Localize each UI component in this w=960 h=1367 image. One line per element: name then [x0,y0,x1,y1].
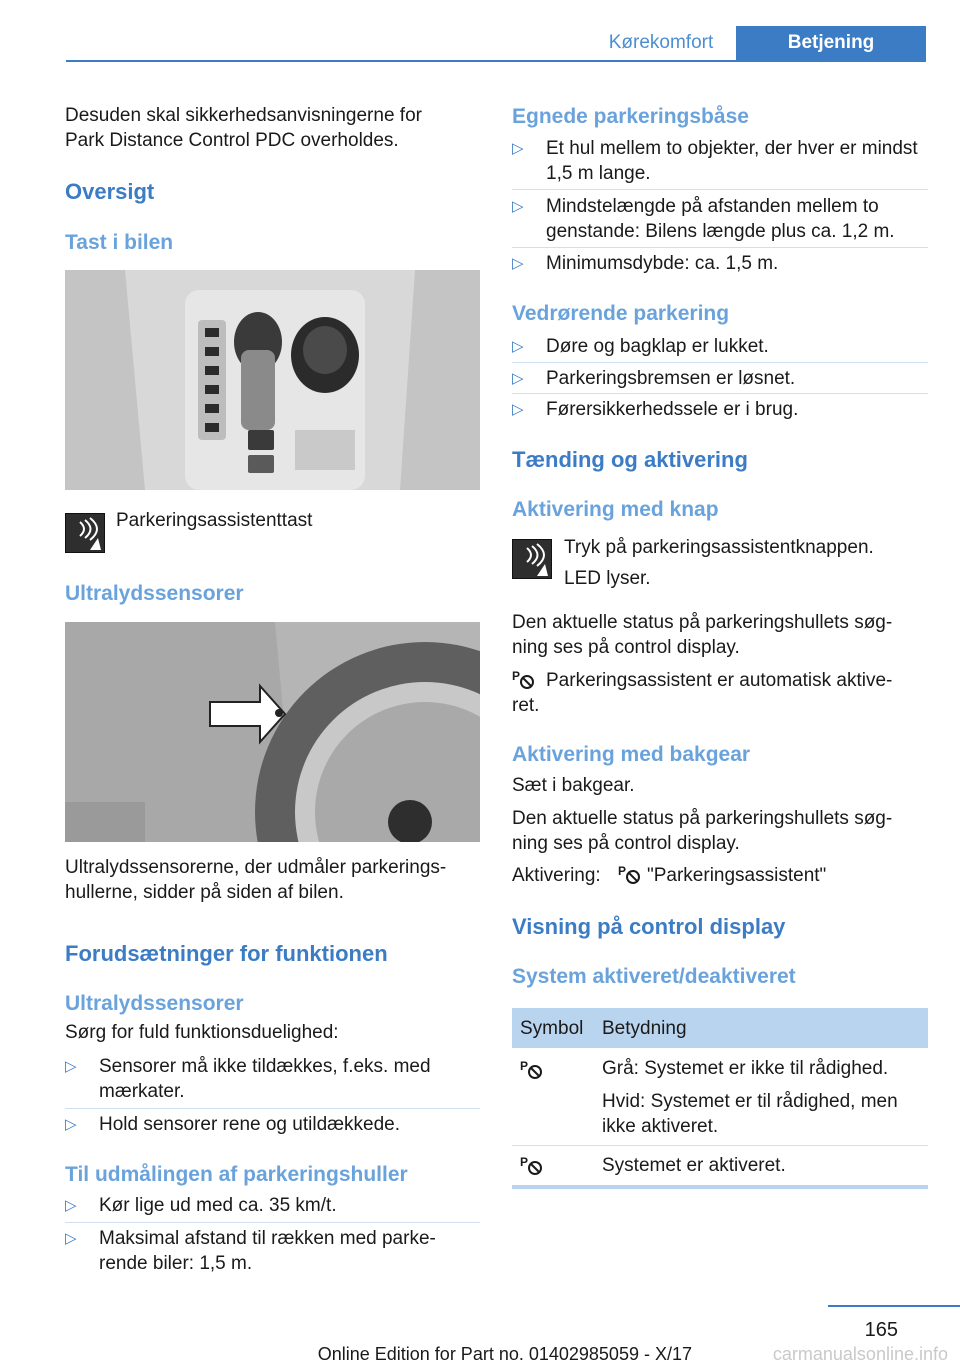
intro-text: Desuden skal sikkerhedsanvisningerne for Park Distance Control PDC overholdes. [65,105,422,151]
list-divider [512,393,928,394]
svg-text:P: P [520,1155,529,1169]
bullet-triangle-icon: ▷ [65,1197,77,1214]
list-item [512,136,926,186]
list-divider [65,1108,480,1109]
ultra-caption: Ultralydssensorerne, der udmåler parkerings-hullerne, sidder på siden af bilen. [65,857,447,903]
aktivering-value: "Parkeringsassistent" [647,865,827,886]
list-item-text: Maksimal afstand til rækken med parke-rende biler: 1,5 m. [99,1228,436,1274]
sensor-photo [65,622,480,842]
bullet-triangle-icon: ▷ [512,370,524,387]
list-item-text: Mindstelængde på afstanden mellem to genstande: Bilens længde plus ca. 1,2 m. [546,196,895,242]
bullet-triangle-icon: ▷ [65,1230,77,1247]
led-text: LED lyser. [564,568,651,589]
auto-text: Parkeringsassistent er automatisk aktive-ret. [512,670,893,716]
parking-assistant-icon [65,513,105,553]
heading-taending: Tænding og aktivering [512,447,748,472]
chapter-tab[interactable]: Betjening [736,26,926,60]
list-item-text: Minimumsdybde: ca. 1,5 m. [546,253,779,274]
svg-text:P: P [618,864,627,878]
heading-visning: Visning på control display [512,914,786,939]
list-item [512,334,926,359]
bullet-triangle-icon: ▷ [512,198,524,215]
bullet-triangle-icon: ▷ [65,1058,77,1075]
heading-ultralydssensorer: Ultralydssensorer [65,582,244,605]
status-text-2: Den aktuelle status på parkeringshullets søg-ning ses på control display. [512,808,893,854]
icon-caption: Parkeringsassistenttast [116,510,313,531]
list-item [65,1054,479,1104]
sorg-text: Sørg for fuld funktionsduelighed: [65,1022,339,1043]
heading-egnede: Egnede parkeringsbåse [512,105,749,128]
svg-text:P: P [512,669,521,683]
heading-oversigt: Oversigt [65,179,155,204]
heading-system: System aktiveret/deaktiveret [512,965,796,988]
heading-ultralydssensorer-2: Ultralydssensorer [65,992,244,1015]
table-header [512,1008,928,1048]
heading-aktivering-bakgear: Aktivering med bakgear [512,743,751,766]
tryk-text: Tryk på parkeringsassistentknappen. [564,537,874,558]
list-item [512,397,926,422]
svg-text:P: P [520,1059,529,1073]
section-tab[interactable]: Kørekomfort [608,32,714,53]
console-photo [65,270,480,490]
col-betydning: Betydning [602,1018,687,1039]
parking-symbol-grey-icon [520,1058,544,1089]
bullet-triangle-icon: ▷ [512,401,524,418]
table-bottom-rule [512,1185,928,1189]
list-item [65,1193,479,1218]
list-item-text: Parkeringsbremsen er løsnet. [546,368,796,389]
bullet-triangle-icon: ▷ [512,255,524,272]
row1-text-a: Grå: Systemet er ikke til rådighed. [602,1058,889,1079]
list-divider [512,362,928,363]
list-item-text: Hold sensorer rene og utildækkede. [99,1114,401,1135]
list-item [512,366,926,391]
saet-text: Sæt i bakgear. [512,775,635,796]
list-divider [512,247,928,248]
list-item-text: Sensorer må ikke tildækkes, f.eks. med mærkater. [99,1056,431,1102]
parking-symbol-icon [618,863,642,894]
list-item [512,251,926,276]
symbol-table [512,1008,928,1193]
row1-text-b: Hvid: Systemet er til rådighed, men ikke aktiveret. [602,1091,898,1137]
list-item [65,1226,479,1276]
list-item-text: Døre og bagklap er lukket. [546,336,769,357]
edition-text: Online Edition for Part no. 01402985059 - X/17 [317,1344,692,1364]
page-footer [0,1300,960,1362]
list-item-text: Førersikkerhedssele er i brug. [546,399,799,420]
list-divider [512,189,928,190]
row2-text: Systemet er aktiveret. [602,1155,786,1176]
header-rule [66,60,926,62]
heading-vedroerende: Vedrørende parkering [512,302,730,325]
status-text-1: Den aktuelle status på parkeringshullets søg-ning ses på control display. [512,612,893,658]
footer-rule [828,1305,960,1307]
list-item [65,1112,479,1137]
bullet-triangle-icon: ▷ [512,140,524,157]
list-item-text: Et hul mellem to objekter, der hver er mindst 1,5 m lange. [546,138,918,184]
parking-symbol-active-icon [520,1154,544,1185]
col-symbol: Symbol [520,1018,584,1039]
table-row-divider [512,1145,928,1146]
parking-assistant-icon [512,539,552,579]
heading-tast-i-bilen: Tast i bilen [65,231,174,254]
aktivering-label: Aktivering: [512,865,601,886]
page-header [0,0,960,62]
list-divider [65,1222,480,1223]
list-item-text: Kør lige ud med ca. 35 km/t. [99,1195,337,1216]
bullet-triangle-icon: ▷ [512,338,524,355]
list-item [512,194,936,244]
bullet-triangle-icon: ▷ [65,1116,77,1133]
heading-aktivering-knap: Aktivering med knap [512,498,719,521]
page-number: 165 [864,1319,898,1341]
heading-til-udmaalingen: Til udmålingen af parkeringshuller [65,1163,408,1186]
watermark: carmanualsonline.info [772,1344,948,1364]
heading-forudsaetninger: Forudsætninger for funktionen [65,941,388,966]
